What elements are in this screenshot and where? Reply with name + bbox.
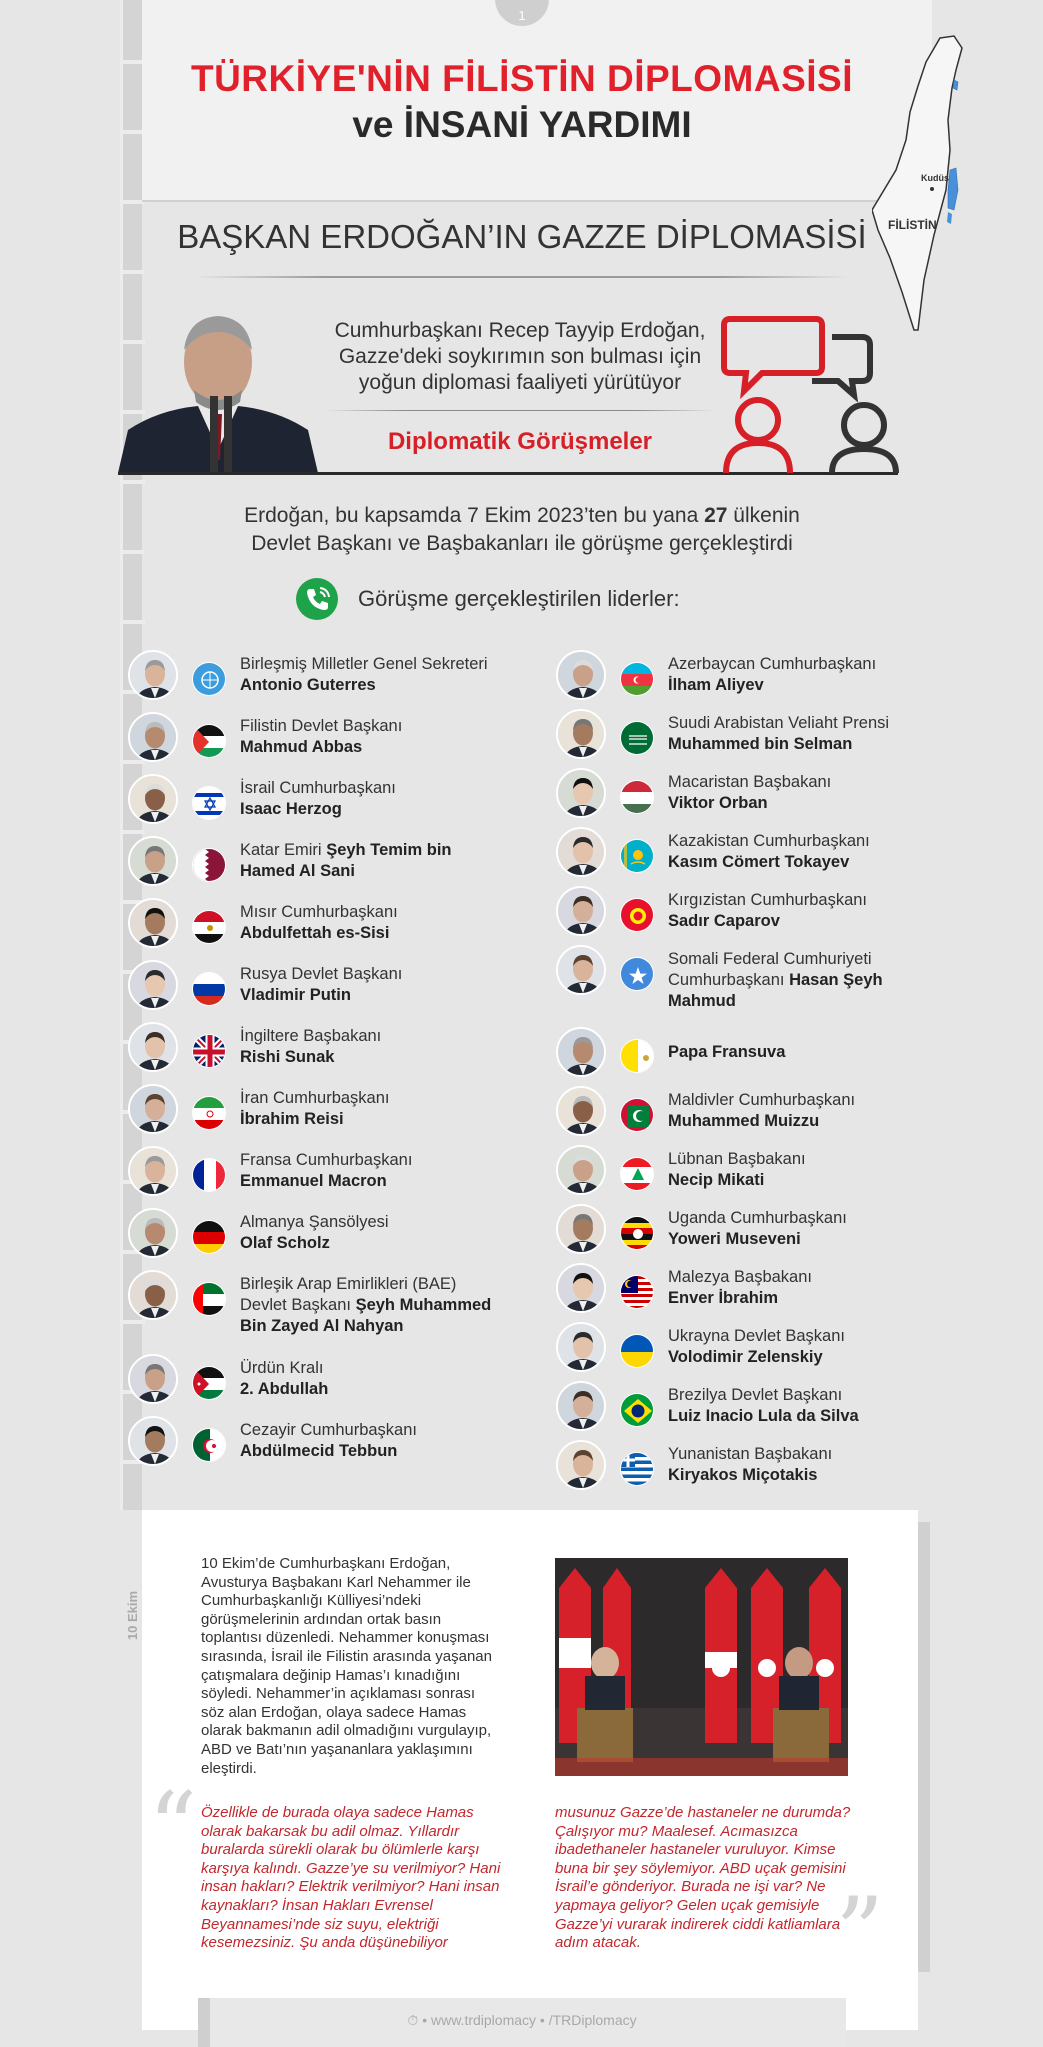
leader-name: Abdulfettah es-Sisi — [240, 924, 390, 942]
leader-photo — [128, 712, 178, 762]
summary-line: Devlet Başkanı ve Başbakanları ile görüşme gerçekleştirdi — [251, 532, 793, 555]
leader-role: Fransa Cumhurbaşkanı — [240, 1151, 413, 1169]
leader-role: Macaristan Başbakanı — [668, 773, 832, 791]
iran-flag — [192, 1096, 226, 1130]
close-quote-icon: ” — [835, 1877, 885, 1989]
leader-photo — [128, 650, 178, 700]
page-number-badge: 1 — [495, 0, 549, 26]
france-flag — [192, 1158, 226, 1192]
leader-name-line — [240, 1441, 417, 1462]
leader-name-line — [240, 1171, 412, 1192]
leader-name: Abdülmecid Tebbun — [240, 1442, 398, 1460]
un-flag — [192, 662, 226, 696]
leader-photo — [556, 1204, 606, 1254]
press-conference-photo — [555, 1558, 848, 1776]
section-title: BAŞKAN ERDOĞAN’IN GAZZE DİPLOMASİSİ — [177, 218, 867, 255]
summary-text — [142, 502, 902, 558]
leader-name-line — [668, 675, 876, 696]
leader-name: Necip Mikati — [668, 1171, 765, 1189]
leader-item — [556, 1440, 926, 1499]
russia-flag — [192, 972, 226, 1006]
leader-item — [128, 1146, 528, 1208]
leader-role: İngiltere Başbakanı — [240, 1027, 382, 1045]
israel-flag — [192, 786, 226, 820]
uganda-flag — [620, 1216, 654, 1250]
summary-pre: Erdoğan, bu kapsamda 7 Ekim 2023’ten bu yana — [244, 504, 705, 527]
somalia-flag — [620, 957, 654, 991]
leader-item — [556, 1322, 926, 1381]
leader-role: İsrail Cumhurbaşkanı — [240, 779, 396, 797]
leaders-list-left — [128, 650, 528, 1478]
uk-flag — [192, 1034, 226, 1068]
leader-item — [128, 1022, 528, 1084]
leader-text — [240, 1150, 412, 1192]
leader-name-line — [668, 1111, 855, 1132]
leader-photo — [556, 1086, 606, 1136]
ukraine-flag — [620, 1334, 654, 1368]
leader-text — [668, 1267, 812, 1309]
kyrgyzstan-flag — [620, 898, 654, 932]
footer-links: • www.trdiplomacy • /TRDiplomacy — [422, 2012, 637, 2028]
leader-name: Rishi Sunak — [240, 1048, 335, 1066]
vatican-flag — [620, 1039, 654, 1073]
leader-name-line — [240, 1379, 328, 1400]
lebanon-flag — [620, 1157, 654, 1191]
leader-text — [668, 949, 883, 1012]
leader-text — [668, 831, 870, 873]
leader-text — [240, 1358, 328, 1400]
leader-item — [556, 1204, 926, 1263]
leader-photo — [556, 650, 606, 700]
leader-name: Kasım Cömert Tokayev — [668, 853, 850, 871]
leader-text — [240, 716, 402, 758]
leader-text — [668, 890, 867, 932]
leader-role: İran Cumhurbaşkanı — [240, 1089, 390, 1107]
intro-line: Cumhurbaşkanı Recep Tayyip Erdoğan, — [334, 319, 706, 342]
germany-flag — [192, 1220, 226, 1254]
leader-role: Uganda Cumhurbaşkanı — [668, 1209, 847, 1227]
leader-name: 2. Abdullah — [240, 1380, 329, 1398]
leader-item — [128, 712, 528, 774]
leader-name-cont — [240, 861, 452, 882]
leader-photo — [128, 774, 178, 824]
leader-item — [556, 945, 926, 1027]
leader-photo — [556, 1322, 606, 1372]
phone-icon — [296, 578, 338, 620]
leader-photo — [556, 768, 606, 818]
leader-name-line — [668, 1347, 845, 1368]
leader-name: İbrahim Reisi — [240, 1110, 344, 1128]
leader-text — [240, 654, 488, 696]
leader-role: Yunanistan Başbakanı — [668, 1445, 833, 1463]
leader-name-line — [240, 1233, 389, 1254]
leader-name: Hasan Şeyh — [789, 971, 883, 989]
jordan-flag — [192, 1366, 226, 1400]
leader-photo — [556, 709, 606, 759]
leader-role: Almanya Şansölyesi — [240, 1213, 389, 1231]
meeting-chat-icon — [712, 315, 902, 475]
leader-name-line — [668, 1288, 812, 1309]
leader-name: Muhammed bin Selman — [668, 735, 853, 753]
leader-role-cont: Cumhurbaşkanı — [668, 971, 790, 989]
brazil-flag — [620, 1393, 654, 1427]
leader-name: Vladimir Putin — [240, 986, 351, 1004]
leader-text — [240, 840, 452, 882]
uae-flag — [192, 1282, 226, 1316]
leader-name-line — [668, 1170, 806, 1191]
leader-photo — [128, 1416, 178, 1466]
map-label-city: Kudüs — [921, 173, 949, 183]
leader-name-line — [668, 793, 831, 814]
leader-text — [240, 778, 396, 820]
leader-text — [668, 713, 889, 755]
leader-text — [240, 902, 398, 944]
leader-text — [668, 1444, 832, 1486]
leader-item — [556, 1027, 926, 1086]
leaders-heading: Görüşme gerçekleştirilen liderler: — [358, 586, 680, 611]
leader-text — [668, 1326, 845, 1368]
leader-role-line — [668, 970, 883, 991]
leader-photo — [556, 827, 606, 877]
leader-item — [128, 774, 528, 836]
palestine-flag — [192, 724, 226, 758]
leader-photo — [128, 1354, 178, 1404]
leader-item — [128, 650, 528, 712]
leader-name-line — [668, 734, 889, 755]
leader-text — [668, 1149, 806, 1191]
leader-text — [668, 1042, 785, 1063]
header-panel — [142, 0, 932, 200]
leader-name-line — [668, 1229, 847, 1250]
leader-name: Muhammed Muizzu — [668, 1112, 820, 1130]
saudi-flag — [620, 721, 654, 755]
leader-name: Olaf Scholz — [240, 1234, 330, 1252]
leader-name-line2: Bin Zayed Al Nahyan — [240, 1317, 404, 1335]
leader-role: Rusya Devlet Başkanı — [240, 965, 403, 983]
leader-text — [240, 1212, 389, 1254]
leader-name-line — [668, 852, 870, 873]
leader-role: Ukrayna Devlet Başkanı — [668, 1327, 845, 1345]
leader-name: Enver İbrahim — [668, 1289, 779, 1307]
leader-item — [556, 1381, 926, 1440]
leader-photo — [556, 1145, 606, 1195]
erdogan-portrait-image — [118, 310, 318, 473]
leader-role-line — [240, 840, 452, 861]
leader-item — [128, 1416, 528, 1478]
leader-item — [556, 886, 926, 945]
leader-name: Antonio Guterres — [240, 676, 376, 694]
leader-item — [556, 1145, 926, 1204]
leader-item — [128, 1270, 528, 1354]
leader-text — [668, 1090, 855, 1132]
leader-name-line — [240, 923, 398, 944]
leader-name-line — [240, 1109, 390, 1130]
leader-item — [128, 960, 528, 1022]
leader-text — [668, 1208, 847, 1250]
diplomatic-meetings-heading: Diplomatik Görüşmeler — [387, 428, 653, 455]
leader-name-line — [668, 911, 867, 932]
leader-text — [240, 1420, 417, 1462]
leader-name-line2: Hamed Al Sani — [240, 862, 355, 880]
leader-photo — [556, 1027, 606, 1077]
leader-name-line — [240, 675, 488, 696]
leader-item — [556, 709, 926, 768]
leader-name: Luiz Inacio Lula da Silva — [668, 1407, 859, 1425]
leader-name: Yoweri Museveni — [668, 1230, 801, 1248]
spine-rung — [123, 620, 145, 624]
leader-role: Birleşik Arap Emirlikleri (BAE) — [240, 1275, 457, 1293]
leader-name-line — [668, 1406, 859, 1427]
leader-photo — [556, 1440, 606, 1490]
leader-photo — [556, 1263, 606, 1313]
leader-text — [240, 1274, 491, 1337]
algeria-flag — [192, 1428, 226, 1462]
leader-photo — [128, 960, 178, 1010]
map-label-region: FİLİSTİN — [888, 218, 937, 232]
intro-line: Gazze'deki soykırımın son bulması için — [338, 345, 702, 368]
leader-photo — [556, 1381, 606, 1431]
quote-part-2: musunuz Gazze’de hastaneler ne durumda? Çalışıyor mu? Maalesef. Acımasızca ibadethaneler hastaneler vuruluyor. Kimse buna bir şey söylemiyor. ABD uçak gemisini İsrail’e gönderiyor. Burada ne işi var? Ne yapmaya geliyor? Gelen uçak gemisiyle Gazze’yi vurarak indirerek ciddi katliamlara adım atacak. — [555, 1804, 851, 1952]
leader-item — [128, 836, 528, 898]
leader-role-line — [240, 1295, 491, 1316]
leader-photo — [128, 1208, 178, 1258]
leader-name: İlham Aliyev — [668, 676, 764, 694]
leader-item — [128, 1084, 528, 1146]
leaders-list-right — [556, 650, 926, 1499]
article-edge-decoration — [918, 1522, 930, 1972]
leader-photo — [128, 898, 178, 948]
leader-item — [128, 1354, 528, 1416]
summary-post: ülkenin — [727, 504, 800, 527]
leader-text — [668, 654, 876, 696]
leader-name-cont — [668, 991, 883, 1012]
maldives-flag — [620, 1098, 654, 1132]
leader-role: Maldivler Cumhurbaşkanı — [668, 1091, 856, 1109]
egypt-flag — [192, 910, 226, 944]
leader-text — [668, 772, 831, 814]
leader-item — [128, 898, 528, 960]
leader-name: Şeyh Muhammed — [355, 1296, 492, 1314]
leader-role: Kazakistan Cumhurbaşkanı — [668, 832, 870, 850]
leader-name: Isaac Herzog — [240, 800, 342, 818]
greece-flag — [620, 1452, 654, 1486]
leader-text — [240, 1088, 390, 1130]
leader-name: Viktor Orban — [668, 794, 768, 812]
open-quote-icon: “ — [148, 1772, 198, 1884]
spine-rung — [123, 270, 145, 274]
leader-name: Sadır Caparov — [668, 912, 780, 930]
article-date: 10 Ekim — [125, 1590, 141, 1641]
leader-name: Emmanuel Macron — [240, 1172, 387, 1190]
leader-role: Cezayir Cumhurbaşkanı — [240, 1421, 417, 1439]
article-body: 10 Ekim’de Cumhurbaşkanı Erdoğan, Avusturya Başbakanı Karl Nehammer ile Cumhurbaşkanlığı Külliyesi’ndeki görüşmelerinin ardından ortak basın toplantısı düzenledi. Nehammer konuşması sırasında, İsrail ile Filistin arasında yaşanan çatışmalara değinip Hamas’ı kınadığını söyledi. Nehammer’in açıklaması sonrası söz alan Erdoğan, olaya sadece Hamas olarak bakmanın adil olmadığını vurgulayıp, ABD ve Batı’nın yaşananlara yaklaşımını eleştirdi. — [201, 1555, 492, 1777]
leader-role: Suudi Arabistan Veliaht Prensi — [668, 714, 890, 732]
main-title-line1: TÜRKİYE'NİN FİLİSTİN DİPLOMASİSİ — [190, 58, 854, 99]
leader-role: Kırgızistan Cumhurbaşkanı — [668, 891, 868, 909]
leader-name-line — [668, 1465, 832, 1486]
leader-item — [556, 827, 926, 886]
leader-item — [556, 768, 926, 827]
leader-item — [556, 1086, 926, 1145]
leader-photo — [128, 1084, 178, 1134]
main-title-line2: ve İNSANİ YARDIMI — [352, 104, 692, 145]
leader-role: Malezya Başbakanı — [668, 1268, 812, 1286]
leader-role: Mısır Cumhurbaşkanı — [240, 903, 398, 921]
leader-photo — [556, 886, 606, 936]
leader-role: Brezilya Devlet Başkanı — [668, 1386, 843, 1404]
leader-item — [128, 1208, 528, 1270]
leader-photo — [128, 1146, 178, 1196]
header-divider — [142, 200, 882, 202]
leader-photo — [556, 945, 606, 995]
leader-name-line — [240, 799, 396, 820]
leader-role: Katar Emiri — [240, 841, 327, 859]
palestine-map — [872, 30, 982, 350]
intro-text — [310, 318, 730, 396]
leader-name: Şeyh Temim bin — [326, 841, 452, 859]
leader-name: Mahmud Abbas — [240, 738, 363, 756]
leader-role: Azerbaycan Cumhurbaşkanı — [668, 655, 877, 673]
leader-photo — [128, 836, 178, 886]
intro-line: yoğun diplomasi faaliyeti yürütüyor — [358, 371, 682, 394]
leader-name: Volodimir Zelenskiy — [668, 1348, 823, 1366]
leader-text — [240, 1026, 381, 1068]
qatar-flag — [192, 848, 226, 882]
logo-icon: ⏱ — [407, 2012, 419, 2028]
leader-photo — [128, 1022, 178, 1072]
intro-divider — [325, 410, 715, 411]
spine-rung — [123, 480, 145, 484]
leader-photo — [128, 1270, 178, 1320]
leader-name: Kiryakos Miçotakis — [668, 1466, 818, 1484]
leader-name-line — [240, 1047, 381, 1068]
leader-role: Lübnan Başbakanı — [668, 1150, 806, 1168]
summary-line — [142, 502, 902, 530]
leader-role: Ürdün Kralı — [240, 1359, 324, 1377]
hungary-flag — [620, 780, 654, 814]
leader-role: Birleşmiş Milletler Genel Sekreteri — [240, 655, 488, 673]
section-divider — [195, 276, 850, 278]
country-count: 27 — [704, 504, 728, 527]
footer-text — [198, 2012, 846, 2029]
quote-part-1: Özellikle de burada olaya sadece Hamas olarak bakarsak bu adil olmaz. Yıllardır buralarda sürekli olarak bu ölümlerle karşı karşıya kalındı. Gazze’ye su verilmiyor? Hani insan hakları? Elektrik verilmiyor? Hani insan kaynakları? İnsan Hakları Evrensel Beyannamesi’nde siz suyu, elektriği kesemezsiniz. Şu anda düşünebiliyor — [201, 1804, 501, 1952]
leader-item — [556, 1263, 926, 1322]
leader-name-line — [240, 737, 402, 758]
leader-role: Filistin Devlet Başkanı — [240, 717, 403, 735]
kazakhstan-flag — [620, 839, 654, 873]
leader-role: Somali Federal Cumhuriyeti — [668, 950, 872, 968]
leader-role-cont: Devlet Başkanı — [240, 1296, 356, 1314]
leader-name-line2: Mahmud — [668, 992, 736, 1010]
leader-name-line — [240, 985, 402, 1006]
leader-name: Papa Fransuva — [668, 1043, 786, 1061]
leader-text — [240, 964, 402, 1006]
malaysia-flag — [620, 1275, 654, 1309]
leader-item — [556, 650, 926, 709]
azerbaijan-flag — [620, 662, 654, 696]
leader-name-cont — [240, 1316, 491, 1337]
leader-text — [668, 1385, 859, 1427]
